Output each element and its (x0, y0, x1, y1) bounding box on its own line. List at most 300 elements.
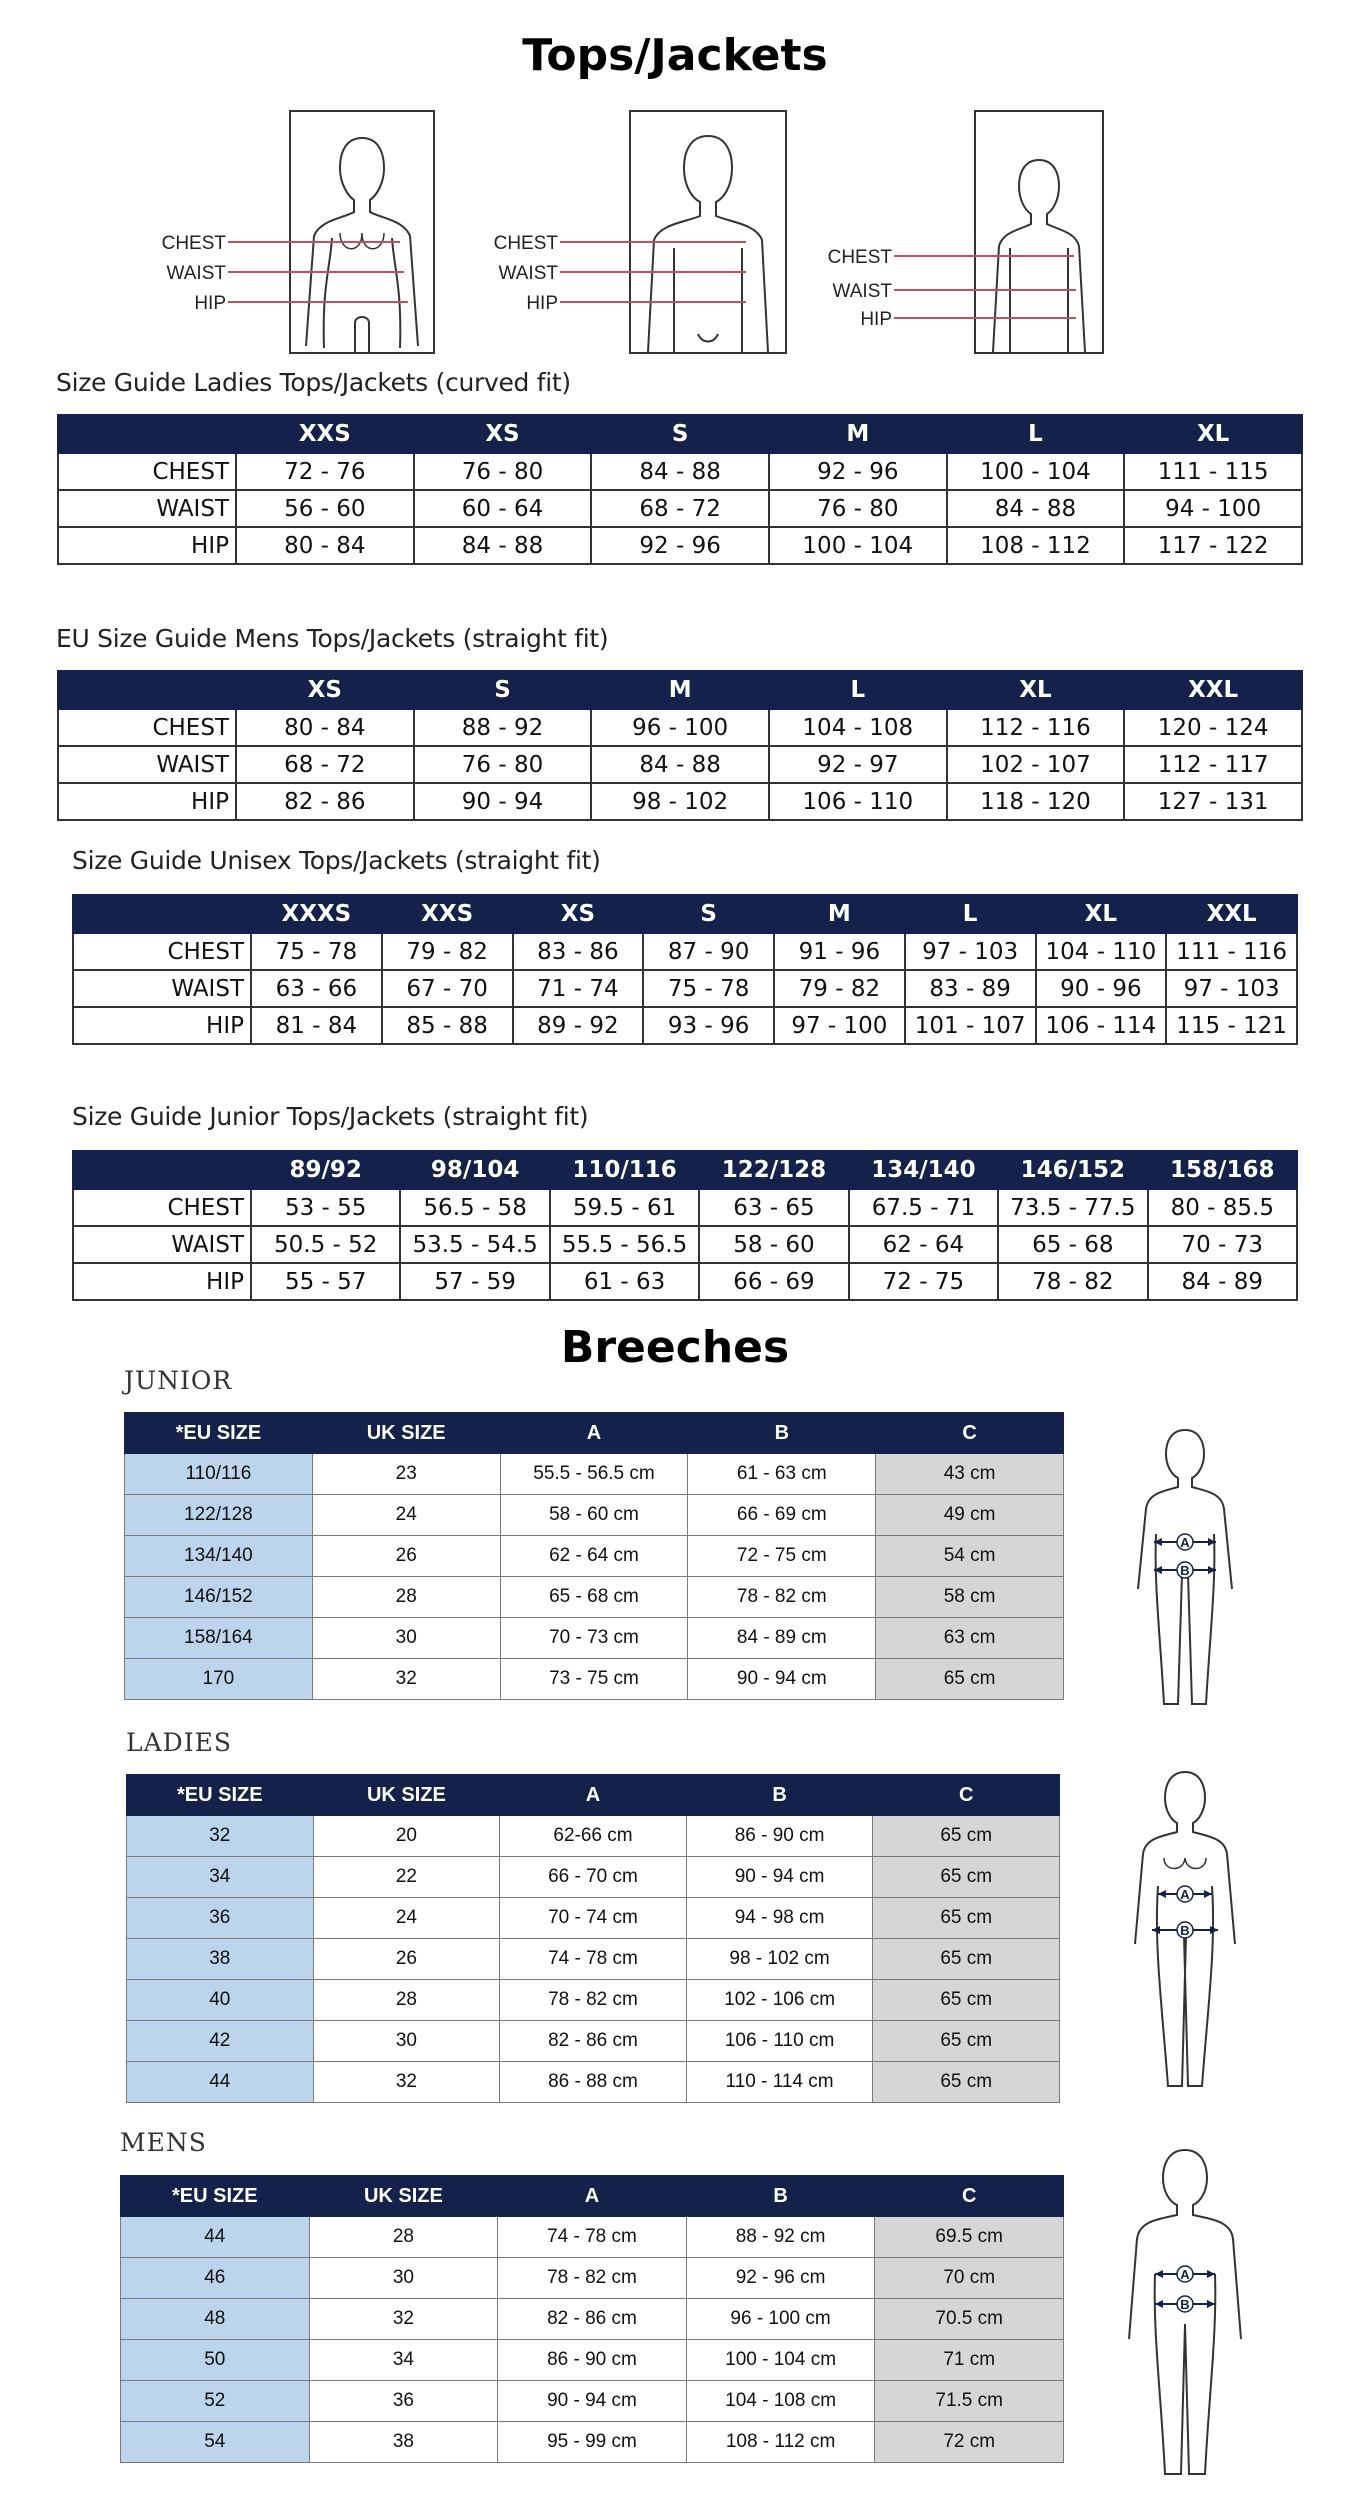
table-cell: 92 - 96 (591, 527, 769, 564)
table-cell: 91 - 96 (774, 933, 905, 970)
table-row (121, 2217, 1064, 2258)
table-cell: 84 - 89 (1148, 1263, 1297, 1300)
header-cell (73, 895, 251, 933)
table-cell: 42 (127, 2021, 314, 2062)
table-row (125, 1454, 1064, 1495)
header-cell: 134/140 (849, 1151, 998, 1189)
table-cell: 112 - 117 (1124, 746, 1302, 783)
table-cell: 65 cm (873, 1980, 1060, 2021)
header-cell: 122/128 (699, 1151, 848, 1189)
table-cell: 111 - 116 (1166, 933, 1297, 970)
table-row (73, 933, 1297, 970)
table-cell: 66 - 70 cm (500, 1857, 687, 1898)
table-cell: 83 - 86 (513, 933, 644, 970)
header-cell: XL (1036, 895, 1167, 933)
header-cell: *EU SIZE (121, 2176, 310, 2217)
table-cell: 20 (313, 1816, 500, 1857)
header-cell: S (643, 895, 774, 933)
header-cell: B (686, 1775, 873, 1816)
header-cell: 158/168 (1148, 1151, 1297, 1189)
table-cell: 96 - 100 cm (686, 2299, 875, 2340)
table-row (58, 746, 1302, 783)
table-cell: 84 - 88 (414, 527, 592, 564)
table-cell: 63 - 65 (699, 1189, 848, 1226)
row-label: WAIST (73, 970, 251, 1007)
junior-breeches-figure (1130, 1424, 1240, 1719)
header-cell: XXS (382, 895, 513, 933)
row-label: CHEST (73, 933, 251, 970)
table-row (127, 1980, 1060, 2021)
mens-tops-caption: EU Size Guide Mens Tops/Jackets (straight fit) (56, 624, 609, 653)
table-cell: 97 - 103 (905, 933, 1036, 970)
header-cell: B (688, 1413, 876, 1454)
table-header-row (73, 895, 1297, 933)
table-cell: 34 (127, 1857, 314, 1898)
table-cell: 127 - 131 (1124, 783, 1302, 820)
table-cell: 78 - 82 cm (500, 1980, 687, 2021)
table-cell: 28 (312, 1577, 500, 1618)
table-cell: 68 - 72 (236, 746, 414, 783)
table-cell: 100 - 104 (947, 453, 1125, 490)
table-cell: 65 cm (873, 1939, 1060, 1980)
header-cell: 89/92 (251, 1151, 400, 1189)
table-cell: 65 cm (873, 2021, 1060, 2062)
table-cell: 52 (121, 2381, 310, 2422)
table-cell: 80 - 84 (236, 709, 414, 746)
header-cell: L (947, 415, 1125, 453)
table-row (121, 2340, 1064, 2381)
header-cell: C (873, 1775, 1060, 1816)
table-cell: 104 - 108 (769, 709, 947, 746)
table-cell: 93 - 96 (643, 1007, 774, 1044)
mens-breeches-table (120, 2175, 1064, 2463)
row-label: WAIST (58, 490, 236, 527)
table-cell: 56.5 - 58 (400, 1189, 549, 1226)
table-cell: 49 cm (876, 1495, 1064, 1536)
table-cell: 84 - 89 cm (688, 1618, 876, 1659)
table-cell: 108 - 112 cm (686, 2422, 875, 2463)
table-row (121, 2258, 1064, 2299)
table-cell: 79 - 82 (774, 970, 905, 1007)
table-cell: 50.5 - 52 (251, 1226, 400, 1263)
waist-label: WAIST (498, 263, 558, 284)
header-cell: L (769, 671, 947, 709)
table-cell: 112 - 116 (947, 709, 1125, 746)
table-cell: 110 - 114 cm (686, 2062, 873, 2103)
row-label: HIP (73, 1007, 251, 1044)
table-cell: 58 - 60 cm (500, 1495, 688, 1536)
table-cell: 68 - 72 (591, 490, 769, 527)
table-cell: 95 - 99 cm (498, 2422, 687, 2463)
table-cell: 72 cm (875, 2422, 1064, 2463)
table-cell: 111 - 115 (1124, 453, 1302, 490)
waist-label: WAIST (166, 263, 226, 284)
header-cell: XXS (236, 415, 414, 453)
table-cell: 70 - 74 cm (500, 1898, 687, 1939)
chest-label: CHEST (827, 247, 892, 268)
table-cell: 53.5 - 54.5 (400, 1226, 549, 1263)
table-cell: 73 - 75 cm (500, 1659, 688, 1700)
table-cell: 94 - 98 cm (686, 1898, 873, 1939)
measure-a-marker: A (1180, 1887, 1190, 1902)
table-cell: 26 (312, 1536, 500, 1577)
table-cell: 106 - 114 (1036, 1007, 1167, 1044)
tops-section-title: Tops/Jackets (522, 30, 828, 81)
table-cell: 67 - 70 (382, 970, 513, 1007)
table-cell: 32 (312, 1659, 500, 1700)
table-cell: 65 cm (876, 1659, 1064, 1700)
mens-tops-table (57, 670, 1303, 821)
table-row (58, 490, 1302, 527)
table-cell: 100 - 104 (769, 527, 947, 564)
table-cell: 122/128 (125, 1495, 313, 1536)
table-cell: 58 cm (876, 1577, 1064, 1618)
table-cell: 71 cm (875, 2340, 1064, 2381)
unisex-tops-caption: Size Guide Unisex Tops/Jackets (straight fit) (72, 846, 601, 875)
table-cell: 158/164 (125, 1618, 313, 1659)
header-cell: *EU SIZE (125, 1413, 313, 1454)
table-row (127, 1816, 1060, 1857)
table-cell: 59.5 - 61 (550, 1189, 699, 1226)
table-cell: 46 (121, 2258, 310, 2299)
table-cell: 74 - 78 cm (498, 2217, 687, 2258)
table-cell: 92 - 97 (769, 746, 947, 783)
table-cell: 32 (309, 2299, 498, 2340)
table-cell: 44 (127, 2062, 314, 2103)
table-cell: 82 - 86 cm (498, 2299, 687, 2340)
table-row (58, 453, 1302, 490)
table-cell: 115 - 121 (1166, 1007, 1297, 1044)
table-cell: 72 - 76 (236, 453, 414, 490)
table-cell: 24 (313, 1898, 500, 1939)
table-row (73, 1007, 1297, 1044)
mens-body-figure (480, 108, 790, 358)
header-cell: XL (1124, 415, 1302, 453)
table-cell: 134/140 (125, 1536, 313, 1577)
table-cell: 90 - 94 cm (686, 1857, 873, 1898)
table-header-row (121, 2176, 1064, 2217)
table-row (121, 2422, 1064, 2463)
header-cell: XS (513, 895, 644, 933)
table-cell: 36 (309, 2381, 498, 2422)
table-cell: 90 - 94 cm (498, 2381, 687, 2422)
table-row (58, 709, 1302, 746)
row-label: CHEST (58, 453, 236, 490)
table-cell: 85 - 88 (382, 1007, 513, 1044)
table-cell: 78 - 82 cm (498, 2258, 687, 2299)
header-cell: C (875, 2176, 1064, 2217)
table-cell: 65 cm (873, 2062, 1060, 2103)
table-cell: 70 - 73 (1148, 1226, 1297, 1263)
table-cell: 97 - 103 (1166, 970, 1297, 1007)
table-cell: 146/152 (125, 1577, 313, 1618)
table-cell: 65 - 68 (998, 1226, 1147, 1263)
table-cell: 88 - 92 cm (686, 2217, 875, 2258)
table-cell: 98 - 102 cm (686, 1939, 873, 1980)
table-cell: 72 - 75 cm (688, 1536, 876, 1577)
table-cell: 106 - 110 (769, 783, 947, 820)
table-row (73, 1226, 1297, 1263)
row-label: CHEST (58, 709, 236, 746)
table-cell: 86 - 90 cm (686, 1816, 873, 1857)
table-cell: 108 - 112 (947, 527, 1125, 564)
table-cell: 118 - 120 (947, 783, 1125, 820)
row-label: WAIST (58, 746, 236, 783)
table-cell: 57 - 59 (400, 1263, 549, 1300)
table-header-row (73, 1151, 1297, 1189)
header-cell: A (498, 2176, 687, 2217)
table-cell: 58 - 60 (699, 1226, 848, 1263)
table-cell: 71 - 74 (513, 970, 644, 1007)
table-cell: 66 - 69 cm (688, 1495, 876, 1536)
table-cell: 23 (312, 1454, 500, 1495)
table-cell: 76 - 80 (769, 490, 947, 527)
table-cell: 62 - 64 cm (500, 1536, 688, 1577)
table-cell: 48 (121, 2299, 310, 2340)
table-header-row (58, 671, 1302, 709)
table-cell: 38 (127, 1939, 314, 1980)
header-cell: XS (236, 671, 414, 709)
table-cell: 94 - 100 (1124, 490, 1302, 527)
table-cell: 104 - 110 (1036, 933, 1167, 970)
hip-label: HIP (526, 293, 558, 314)
junior-breeches-table (124, 1412, 1064, 1700)
header-cell: M (774, 895, 905, 933)
table-cell: 90 - 96 (1036, 970, 1167, 1007)
row-label: CHEST (73, 1189, 251, 1226)
table-row (125, 1659, 1064, 1700)
table-cell: 62-66 cm (500, 1816, 687, 1857)
table-cell: 55.5 - 56.5 cm (500, 1454, 688, 1495)
table-cell: 55.5 - 56.5 (550, 1226, 699, 1263)
ladies-breeches-figure (1130, 1766, 1240, 2101)
table-cell: 100 - 104 cm (686, 2340, 875, 2381)
table-cell: 120 - 124 (1124, 709, 1302, 746)
junior-breeches-label: JUNIOR (124, 1366, 233, 1395)
unisex-body-figure (810, 108, 1110, 358)
table-cell: 97 - 100 (774, 1007, 905, 1044)
table-row (73, 1189, 1297, 1226)
table-cell: 75 - 78 (643, 970, 774, 1007)
table-cell: 61 - 63 cm (688, 1454, 876, 1495)
table-cell: 22 (313, 1857, 500, 1898)
table-cell: 32 (127, 1816, 314, 1857)
header-cell: XS (414, 415, 592, 453)
table-cell: 102 - 106 cm (686, 1980, 873, 2021)
row-label: HIP (58, 783, 236, 820)
table-cell: 89 - 92 (513, 1007, 644, 1044)
table-row (125, 1577, 1064, 1618)
table-cell: 70.5 cm (875, 2299, 1064, 2340)
table-cell: 63 - 66 (251, 970, 382, 1007)
table-cell: 88 - 92 (414, 709, 592, 746)
measure-a-marker: A (1180, 2267, 1190, 2282)
table-cell: 65 - 68 cm (500, 1577, 688, 1618)
header-cell: S (414, 671, 592, 709)
table-cell: 110/116 (125, 1454, 313, 1495)
table-cell: 170 (125, 1659, 313, 1700)
table-row (121, 2299, 1064, 2340)
header-cell: S (591, 415, 769, 453)
table-cell: 44 (121, 2217, 310, 2258)
table-row (73, 1263, 1297, 1300)
mens-breeches-figure (1125, 2144, 1245, 2489)
header-cell: B (686, 2176, 875, 2217)
table-cell: 70 - 73 cm (500, 1618, 688, 1659)
table-cell: 76 - 80 (414, 746, 592, 783)
table-cell: 92 - 96 cm (686, 2258, 875, 2299)
header-cell: C (876, 1413, 1064, 1454)
table-cell: 36 (127, 1898, 314, 1939)
header-cell: *EU SIZE (127, 1775, 314, 1816)
ladies-breeches-table (126, 1774, 1060, 2103)
table-row (121, 2381, 1064, 2422)
row-label: HIP (73, 1263, 251, 1300)
table-cell: 38 (309, 2422, 498, 2463)
waist-label: WAIST (832, 281, 892, 302)
table-cell: 28 (313, 1980, 500, 2021)
table-cell: 32 (313, 2062, 500, 2103)
table-header-row (58, 415, 1302, 453)
header-cell: A (500, 1775, 687, 1816)
header-cell: M (591, 671, 769, 709)
ladies-breeches-label: LADIES (126, 1728, 232, 1757)
table-row (125, 1495, 1064, 1536)
hip-label: HIP (860, 309, 892, 330)
row-label: HIP (58, 527, 236, 564)
header-cell: XL (947, 671, 1125, 709)
table-cell: 54 cm (876, 1536, 1064, 1577)
header-cell: A (500, 1413, 688, 1454)
chest-label: CHEST (493, 233, 558, 254)
table-cell: 87 - 90 (643, 933, 774, 970)
junior-tops-table (72, 1150, 1298, 1301)
mens-breeches-label: MENS (120, 2128, 207, 2157)
table-cell: 101 - 107 (905, 1007, 1036, 1044)
table-cell: 106 - 110 cm (686, 2021, 873, 2062)
table-cell: 40 (127, 1980, 314, 2021)
table-cell: 80 - 85.5 (1148, 1189, 1297, 1226)
header-cell (73, 1151, 251, 1189)
table-cell: 82 - 86 cm (500, 2021, 687, 2062)
table-cell: 73.5 - 77.5 (998, 1189, 1147, 1226)
table-cell: 79 - 82 (382, 933, 513, 970)
table-cell: 28 (309, 2217, 498, 2258)
table-cell: 30 (309, 2258, 498, 2299)
header-cell: 146/152 (998, 1151, 1147, 1189)
table-cell: 30 (313, 2021, 500, 2062)
hip-label: HIP (194, 293, 226, 314)
table-cell: 72 - 75 (849, 1263, 998, 1300)
table-row (125, 1536, 1064, 1577)
header-cell: 110/116 (550, 1151, 699, 1189)
table-cell: 65 cm (873, 1816, 1060, 1857)
table-cell: 96 - 100 (591, 709, 769, 746)
table-cell: 66 - 69 (699, 1263, 848, 1300)
table-row (127, 1857, 1060, 1898)
table-cell: 84 - 88 (947, 490, 1125, 527)
table-cell: 65 cm (873, 1898, 1060, 1939)
table-cell: 54 (121, 2422, 310, 2463)
table-row (127, 1939, 1060, 1980)
breeches-section-title: Breeches (560, 1322, 790, 1373)
header-cell: XXXS (251, 895, 382, 933)
table-cell: 86 - 90 cm (498, 2340, 687, 2381)
table-header-row (125, 1413, 1064, 1454)
table-cell: 65 cm (873, 1857, 1060, 1898)
table-cell: 70 cm (875, 2258, 1064, 2299)
ladies-tops-caption: Size Guide Ladies Tops/Jackets (curved fit) (56, 368, 571, 397)
table-cell: 81 - 84 (251, 1007, 382, 1044)
header-cell (58, 671, 236, 709)
table-row (127, 2062, 1060, 2103)
ladies-tops-table (57, 414, 1303, 565)
table-cell: 63 cm (876, 1618, 1064, 1659)
table-row (127, 1898, 1060, 1939)
table-cell: 83 - 89 (905, 970, 1036, 1007)
table-cell: 82 - 86 (236, 783, 414, 820)
measure-b-marker: B (1180, 1563, 1190, 1578)
table-row (58, 783, 1302, 820)
header-cell: 98/104 (400, 1151, 549, 1189)
measure-b-marker: B (1180, 1923, 1190, 1938)
junior-tops-caption: Size Guide Junior Tops/Jackets (straight fit) (72, 1102, 589, 1131)
table-row (127, 2021, 1060, 2062)
unisex-tops-table (72, 894, 1298, 1045)
header-cell: UK SIZE (309, 2176, 498, 2217)
table-cell: 26 (313, 1939, 500, 1980)
table-cell: 84 - 88 (591, 453, 769, 490)
table-cell: 92 - 96 (769, 453, 947, 490)
header-cell: XXL (1124, 671, 1302, 709)
chest-label: CHEST (161, 233, 226, 254)
table-cell: 80 - 84 (236, 527, 414, 564)
table-cell: 69.5 cm (875, 2217, 1064, 2258)
table-cell: 50 (121, 2340, 310, 2381)
table-cell: 75 - 78 (251, 933, 382, 970)
ladies-body-figure (150, 108, 440, 358)
measure-b-marker: B (1180, 2297, 1190, 2312)
table-cell: 34 (309, 2340, 498, 2381)
table-cell: 43 cm (876, 1454, 1064, 1495)
table-cell: 61 - 63 (550, 1263, 699, 1300)
table-cell: 71.5 cm (875, 2381, 1064, 2422)
table-cell: 90 - 94 cm (688, 1659, 876, 1700)
table-cell: 98 - 102 (591, 783, 769, 820)
table-cell: 104 - 108 cm (686, 2381, 875, 2422)
table-cell: 78 - 82 (998, 1263, 1147, 1300)
header-cell: XXL (1166, 895, 1297, 933)
table-row (125, 1618, 1064, 1659)
table-cell: 55 - 57 (251, 1263, 400, 1300)
header-cell: UK SIZE (312, 1413, 500, 1454)
table-cell: 56 - 60 (236, 490, 414, 527)
table-cell: 30 (312, 1618, 500, 1659)
header-cell (58, 415, 236, 453)
row-label: WAIST (73, 1226, 251, 1263)
table-cell: 24 (312, 1495, 500, 1536)
table-cell: 86 - 88 cm (500, 2062, 687, 2103)
table-cell: 62 - 64 (849, 1226, 998, 1263)
table-cell: 90 - 94 (414, 783, 592, 820)
table-cell: 78 - 82 cm (688, 1577, 876, 1618)
measure-a-marker: A (1180, 1535, 1190, 1550)
table-cell: 67.5 - 71 (849, 1189, 998, 1226)
table-cell: 102 - 107 (947, 746, 1125, 783)
table-row (58, 527, 1302, 564)
table-cell: 74 - 78 cm (500, 1939, 687, 1980)
table-cell: 84 - 88 (591, 746, 769, 783)
